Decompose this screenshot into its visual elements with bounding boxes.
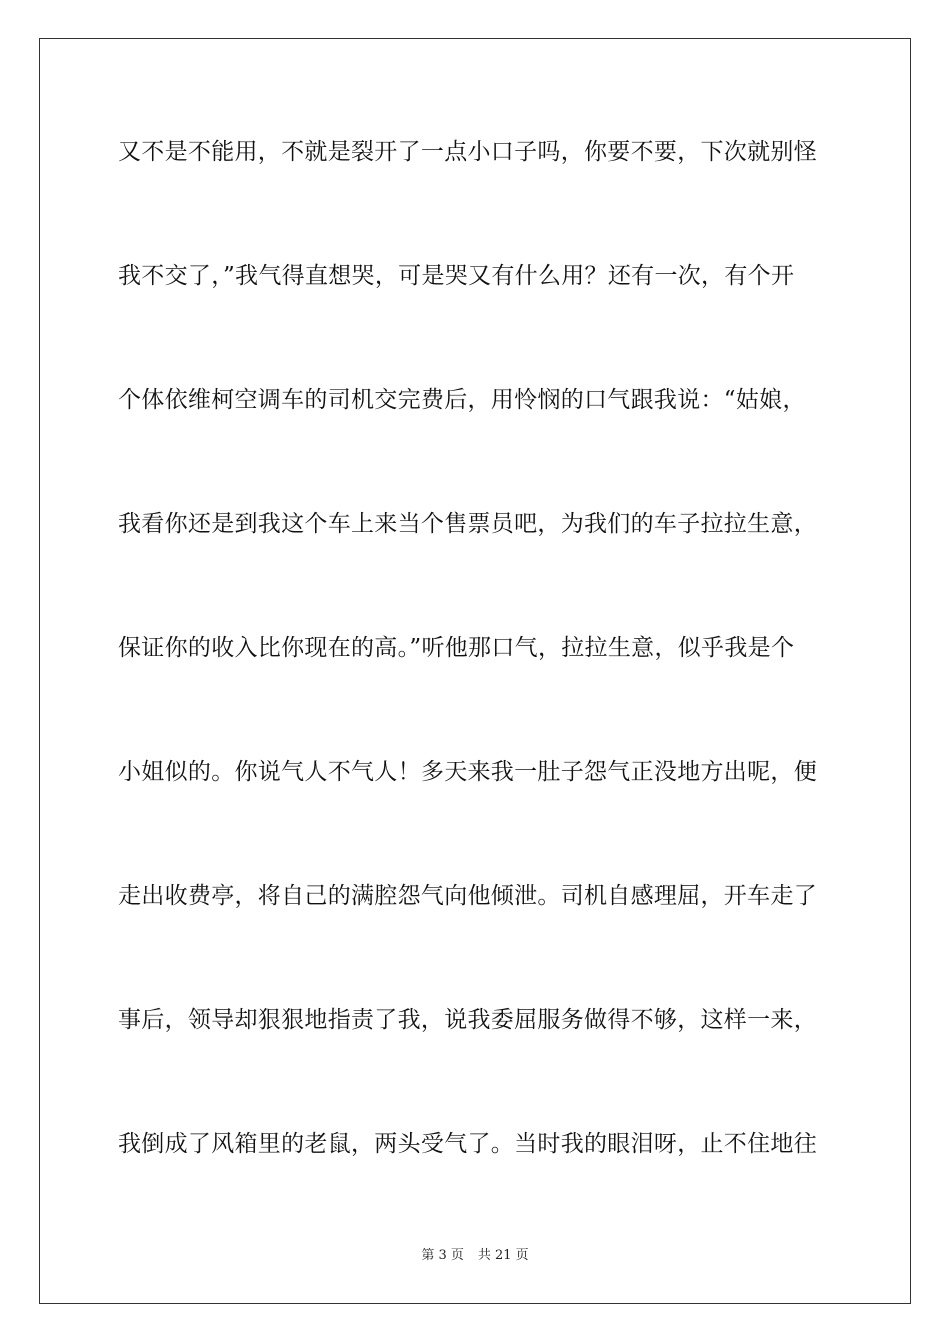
text-line: 走出收费亭，将自己的满腔怨气向他倾泄。司机自感理屈，开车走了	[118, 883, 817, 909]
text-line: 又不是不能用，不就是裂开了一点小口子吗，你要不要，下次就别怪	[118, 139, 817, 165]
text-line: 我倒成了风箱里的老鼠，两头受气了。当时我的眼泪呀，止不住地往	[118, 1131, 817, 1157]
text-line: 事后，领导却狠狠地指责了我，说我委屈服务做得不够，这样一来，	[118, 1007, 817, 1033]
text-line: 我看你还是到我这个车上来当个售票员吧，为我们的车子拉拉生意，	[118, 511, 817, 537]
page-number: 第 3 页	[421, 1248, 464, 1263]
text-line: 小姐似的。你说气人不气人！多天来我一肚子怨气正没地方出呢，便	[118, 759, 817, 785]
page-border	[39, 38, 911, 1304]
text-line: 我不交了，”我气得直想哭，可是哭又有什么用？还有一次，有个开	[118, 263, 795, 289]
text-line: 保证你的收入比你现在的高。”听他那口气，拉拉生意，似乎我是个	[118, 635, 795, 661]
page-footer	[0, 1247, 950, 1265]
text-line: 个体依维柯空调车的司机交完费后，用怜悯的口气跟我说：“姑娘，	[118, 387, 806, 413]
page-total: 共 21 页	[477, 1248, 529, 1263]
